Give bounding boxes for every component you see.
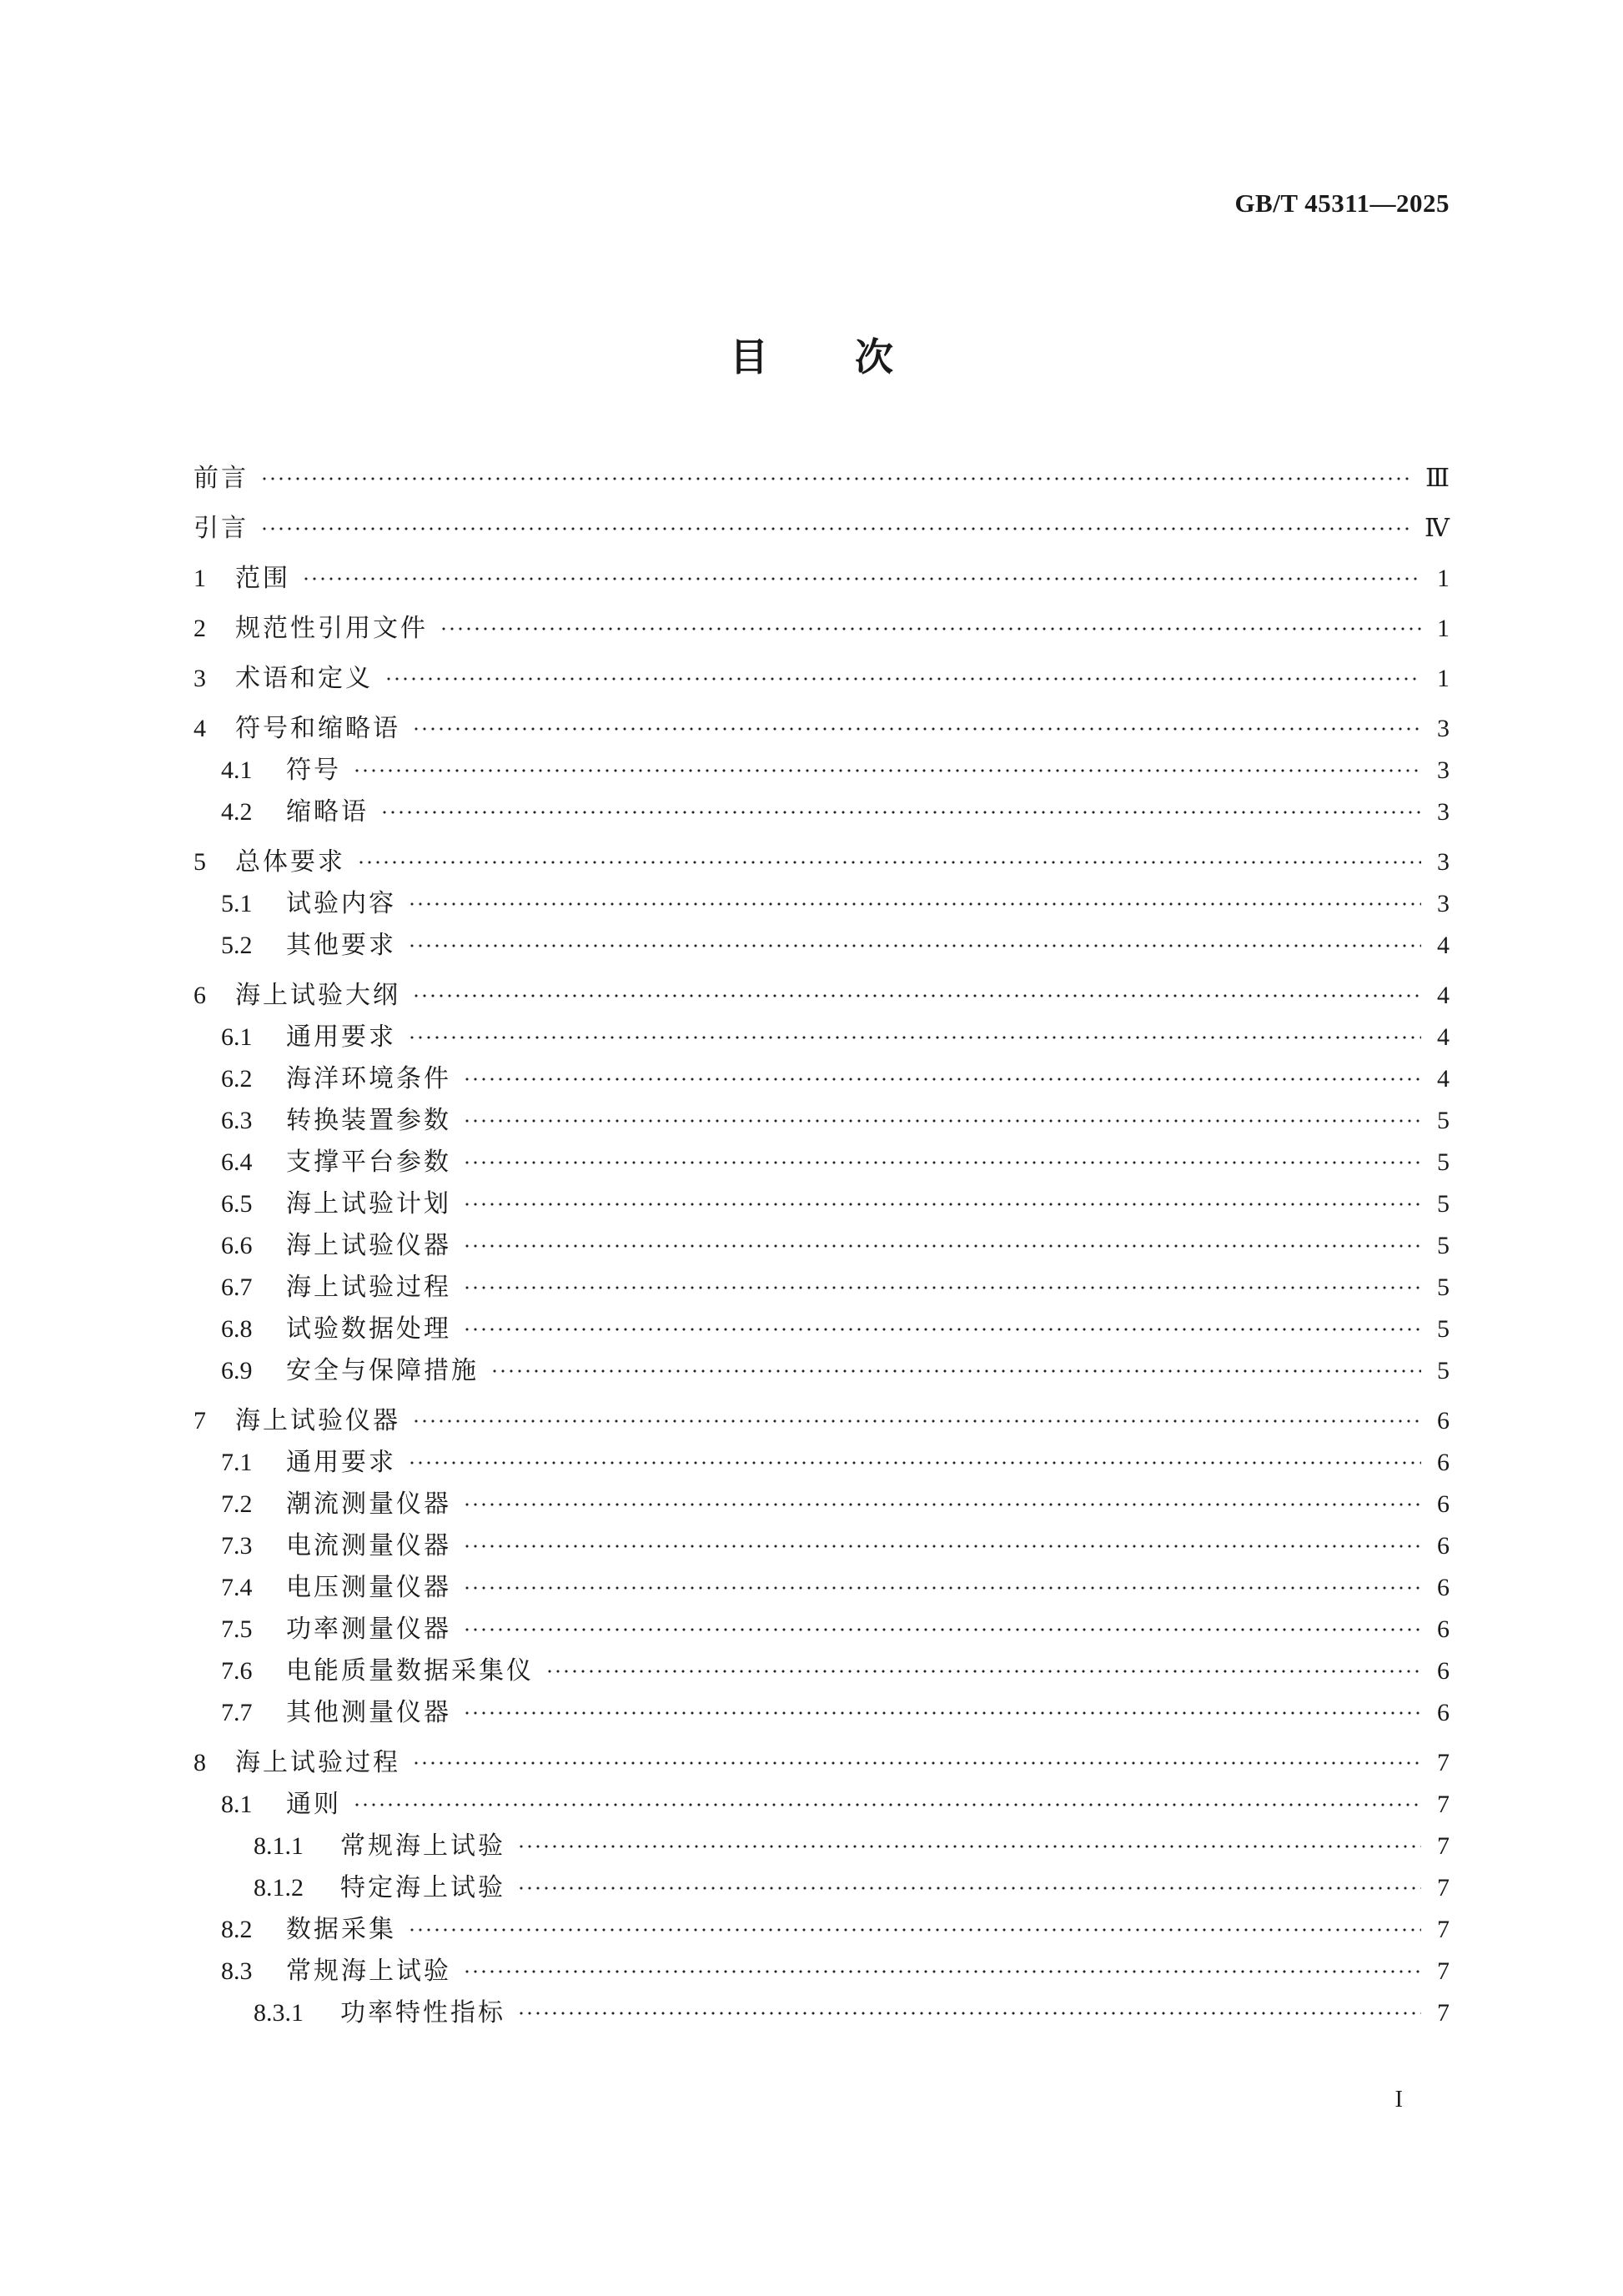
toc-entry-page: Ⅲ [1425, 465, 1450, 492]
toc-entry[interactable] [193, 1609, 1450, 1650]
toc-entry-page: 7 [1437, 1999, 1450, 2027]
toc-entry-title: 海上试验计划 [286, 1189, 451, 1218]
toc-dot-leader [408, 1461, 1421, 1465]
toc-dot-leader [408, 1928, 1421, 1932]
toc-entry-page: 6 [1437, 1407, 1450, 1434]
toc-entry-title: 常规海上试验 [286, 1957, 451, 1986]
toc-entry[interactable] [193, 883, 1450, 925]
toc-entry-title: 试验数据处理 [286, 1314, 451, 1344]
page-title: 目次 [730, 334, 980, 379]
toc-entry[interactable] [193, 1784, 1450, 1826]
toc-entry-number: 7.3 [221, 1532, 253, 1560]
toc-entry-title: 其他测量仪器 [286, 1698, 451, 1727]
toc-entry-page: 5 [1437, 1274, 1450, 1301]
toc-dot-leader [408, 944, 1421, 947]
toc-entry-page: 6 [1437, 1574, 1450, 1601]
toc-entry-number: 7.1 [221, 1449, 253, 1476]
toc-dot-leader [412, 1419, 1421, 1423]
toc-entry[interactable] [193, 1100, 1450, 1142]
toc-entry[interactable] [193, 1867, 1450, 1909]
toc-entry-page: 5 [1437, 1315, 1450, 1343]
toc-entry-number: 8.3.1 [254, 1999, 304, 2027]
toc-entry-title: 功率测量仪器 [286, 1615, 451, 1644]
toc-entry-title: 缩略语 [286, 797, 369, 826]
toc-dot-leader [517, 1887, 1421, 1890]
toc-entry[interactable] [193, 1826, 1450, 1867]
toc-dot-leader [380, 811, 1421, 814]
toc-entry-title: 海上试验仪器 [286, 1231, 451, 1260]
toc-entry-number: 7.7 [221, 1699, 253, 1726]
toc-dot-leader [463, 1711, 1421, 1715]
toc-entry[interactable] [193, 975, 1450, 1017]
toc-dot-leader [517, 1845, 1421, 1848]
toc-entry-page: 3 [1437, 848, 1450, 876]
toc-entry-number: 7.4 [221, 1574, 253, 1601]
toc-entry-title: 引言 [193, 514, 249, 543]
toc-entry-title: 总体要求 [235, 847, 345, 877]
toc-entry-title: 范围 [235, 564, 290, 593]
toc-entry[interactable] [193, 608, 1450, 650]
page-number: I [1394, 2087, 1403, 2113]
toc-entry-title: 符号 [286, 756, 341, 785]
toc-dot-leader [463, 1119, 1421, 1123]
toc-entry-title: 通则 [286, 1790, 341, 1819]
toc-entry-title: 潮流测量仪器 [286, 1490, 451, 1519]
toc-entry-title: 安全与保障措施 [286, 1356, 479, 1385]
toc-entry-number: 6.3 [221, 1107, 253, 1134]
toc-entry-number: 6.5 [221, 1190, 253, 1218]
toc-dot-leader [412, 1761, 1421, 1765]
toc-entry-page: 5 [1437, 1357, 1450, 1384]
toc-entry-title: 海上试验仪器 [235, 1406, 400, 1435]
toc-entry-page: 5 [1437, 1107, 1450, 1134]
toc-entry[interactable] [193, 458, 1450, 500]
toc-entry-title: 特定海上试验 [340, 1873, 505, 1902]
toc-entry[interactable] [193, 750, 1450, 791]
toc-entry-page: 4 [1437, 982, 1450, 1009]
toc-entry-number: 6.6 [221, 1232, 253, 1259]
toc-entry-title: 符号和缩略语 [235, 714, 400, 743]
toc-entry-number: 3 [193, 665, 206, 692]
toc-entry[interactable] [193, 508, 1450, 550]
toc-entry-page: 6 [1437, 1532, 1450, 1560]
table-of-contents [193, 458, 1450, 2034]
toc-entry-title: 规范性引用文件 [235, 614, 428, 643]
toc-entry-number: 6.2 [221, 1065, 253, 1093]
toc-entry-title: 数据采集 [286, 1915, 396, 1944]
toc-entry-number: 4 [193, 715, 206, 742]
toc-entry-title: 电压测量仪器 [286, 1573, 451, 1602]
toc-entry-title: 其他要求 [286, 931, 396, 960]
toc-dot-leader [463, 1586, 1421, 1590]
toc-entry-number: 7 [193, 1407, 206, 1434]
toc-entry[interactable] [193, 1017, 1450, 1058]
toc-entry-page: 3 [1437, 798, 1450, 826]
toc-entry[interactable] [193, 1951, 1450, 1992]
toc-entry-page: 4 [1437, 1065, 1450, 1093]
toc-entry[interactable] [193, 1267, 1450, 1309]
toc-entry-number: 8.1.1 [254, 1832, 304, 1860]
toc-dot-leader [408, 902, 1421, 906]
toc-entry-number: 6.8 [221, 1315, 253, 1343]
toc-entry-page: 7 [1437, 1916, 1450, 1943]
toc-entry[interactable] [193, 1525, 1450, 1567]
toc-entry-page: 6 [1437, 1699, 1450, 1726]
toc-entry[interactable] [193, 1742, 1450, 1784]
toc-dot-leader [463, 1203, 1421, 1206]
toc-entry-title: 电流测量仪器 [286, 1531, 451, 1560]
toc-entry-page: 5 [1437, 1148, 1450, 1176]
toc-entry[interactable] [193, 1567, 1450, 1609]
toc-dot-leader [463, 1286, 1421, 1289]
toc-entry[interactable] [193, 1442, 1450, 1484]
toc-entry-page: 5 [1437, 1190, 1450, 1218]
toc-entry-title: 海洋环境条件 [286, 1064, 451, 1093]
toc-entry[interactable] [193, 1225, 1450, 1267]
toc-entry[interactable] [193, 1484, 1450, 1525]
toc-entry[interactable] [193, 842, 1450, 883]
toc-entry-page: 7 [1437, 1749, 1450, 1776]
toc-entry[interactable] [193, 1400, 1450, 1442]
toc-dot-leader [260, 477, 1412, 480]
toc-entry-number: 2 [193, 615, 206, 642]
toc-entry-page: 1 [1437, 615, 1450, 642]
toc-entry-page: 5 [1437, 1232, 1450, 1259]
toc-entry-title: 术语和定义 [235, 664, 373, 693]
toc-entry-page: 6 [1437, 1449, 1450, 1476]
toc-entry-number: 6.1 [221, 1023, 253, 1051]
toc-dot-leader [440, 627, 1421, 631]
toc-entry-title: 通用要求 [286, 1448, 396, 1477]
toc-entry[interactable] [193, 708, 1450, 750]
toc-entry-page: 3 [1437, 756, 1450, 784]
toc-entry[interactable] [193, 1692, 1450, 1734]
toc-entry-title: 功率特性指标 [340, 1998, 505, 2027]
toc-dot-leader [463, 1503, 1421, 1506]
toc-entry-page: 7 [1437, 1791, 1450, 1818]
toc-dot-leader [412, 994, 1421, 997]
toc-entry-number: 6.9 [221, 1357, 253, 1384]
toc-entry-title: 海上试验大纲 [235, 981, 400, 1010]
toc-entry-title: 通用要求 [286, 1022, 396, 1052]
toc-entry-page: 4 [1437, 1023, 1450, 1051]
toc-dot-leader [463, 1545, 1421, 1548]
toc-entry-title: 试验内容 [286, 889, 396, 918]
toc-entry-number: 8.1.2 [254, 1874, 304, 1902]
toc-dot-leader [353, 1803, 1421, 1806]
toc-entry-title: 转换装置参数 [286, 1106, 451, 1135]
toc-entry-page: 7 [1437, 1832, 1450, 1860]
toc-entry-number: 5.1 [221, 890, 253, 917]
toc-entry-number: 7.2 [221, 1490, 253, 1518]
toc-dot-leader [517, 2012, 1421, 2015]
toc-entry-page: 6 [1437, 1615, 1450, 1643]
toc-entry-number: 6.4 [221, 1148, 253, 1176]
toc-dot-leader [384, 677, 1421, 681]
toc-entry-number: 7.6 [221, 1657, 253, 1685]
toc-entry-number: 6.7 [221, 1274, 253, 1301]
toc-dot-leader [353, 769, 1421, 772]
toc-entry[interactable] [193, 1183, 1450, 1225]
toc-entry-number: 8.3 [221, 1957, 253, 1985]
toc-dot-leader [490, 1369, 1421, 1373]
toc-entry-page: 6 [1437, 1657, 1450, 1685]
toc-entry-number: 6 [193, 982, 206, 1009]
toc-entry[interactable] [193, 1058, 1450, 1100]
toc-dot-leader [463, 1328, 1421, 1331]
toc-entry-page: 7 [1437, 1957, 1450, 1985]
toc-entry-title: 常规海上试验 [340, 1831, 505, 1861]
toc-entry-page: Ⅳ [1425, 515, 1450, 542]
toc-entry[interactable] [193, 1350, 1450, 1392]
toc-entry-title: 海上试验过程 [235, 1748, 400, 1777]
toc-entry[interactable] [193, 791, 1450, 833]
toc-entry[interactable] [193, 558, 1450, 600]
toc-entry[interactable] [193, 1650, 1450, 1692]
toc-dot-leader [463, 1970, 1421, 1973]
toc-entry-number: 7.5 [221, 1615, 253, 1643]
toc-entry-page: 6 [1437, 1490, 1450, 1518]
toc-entry[interactable] [193, 1309, 1450, 1350]
toc-entry-page: 7 [1437, 1874, 1450, 1902]
toc-entry-title: 支撑平台参数 [286, 1148, 451, 1177]
toc-entry-number: 8.1 [221, 1791, 253, 1818]
toc-entry-page: 3 [1437, 715, 1450, 742]
toc-entry-page: 1 [1437, 665, 1450, 692]
toc-entry-title: 海上试验过程 [286, 1273, 451, 1302]
toc-entry-page: 4 [1437, 932, 1450, 959]
toc-entry[interactable] [193, 925, 1450, 967]
toc-entry-number: 4.1 [221, 756, 253, 784]
toc-dot-leader [463, 1078, 1421, 1081]
toc-entry-number: 1 [193, 565, 206, 592]
toc-entry-title: 电能质量数据采集仪 [286, 1656, 534, 1686]
toc-entry-number: 8 [193, 1749, 206, 1776]
toc-dot-leader [412, 727, 1421, 731]
toc-entry-page: 1 [1437, 565, 1450, 592]
toc-entry[interactable] [193, 1142, 1450, 1183]
toc-entry-number: 8.2 [221, 1916, 253, 1943]
toc-dot-leader [357, 861, 1421, 864]
toc-dot-leader [408, 1036, 1421, 1039]
standard-code: GB/T 45311—2025 [1234, 188, 1450, 218]
toc-entry[interactable] [193, 1992, 1450, 2034]
toc-entry-number: 4.2 [221, 798, 253, 826]
toc-dot-leader [302, 577, 1421, 580]
toc-entry[interactable] [193, 1909, 1450, 1951]
toc-entry-title: 前言 [193, 464, 249, 493]
toc-dot-leader [463, 1628, 1421, 1631]
toc-entry-number: 5.2 [221, 932, 253, 959]
toc-dot-leader [463, 1161, 1421, 1164]
toc-dot-leader [545, 1670, 1421, 1673]
toc-entry-number: 5 [193, 848, 206, 876]
toc-dot-leader [463, 1244, 1421, 1248]
toc-dot-leader [260, 527, 1411, 530]
toc-entry-page: 3 [1437, 890, 1450, 917]
toc-entry[interactable] [193, 658, 1450, 700]
